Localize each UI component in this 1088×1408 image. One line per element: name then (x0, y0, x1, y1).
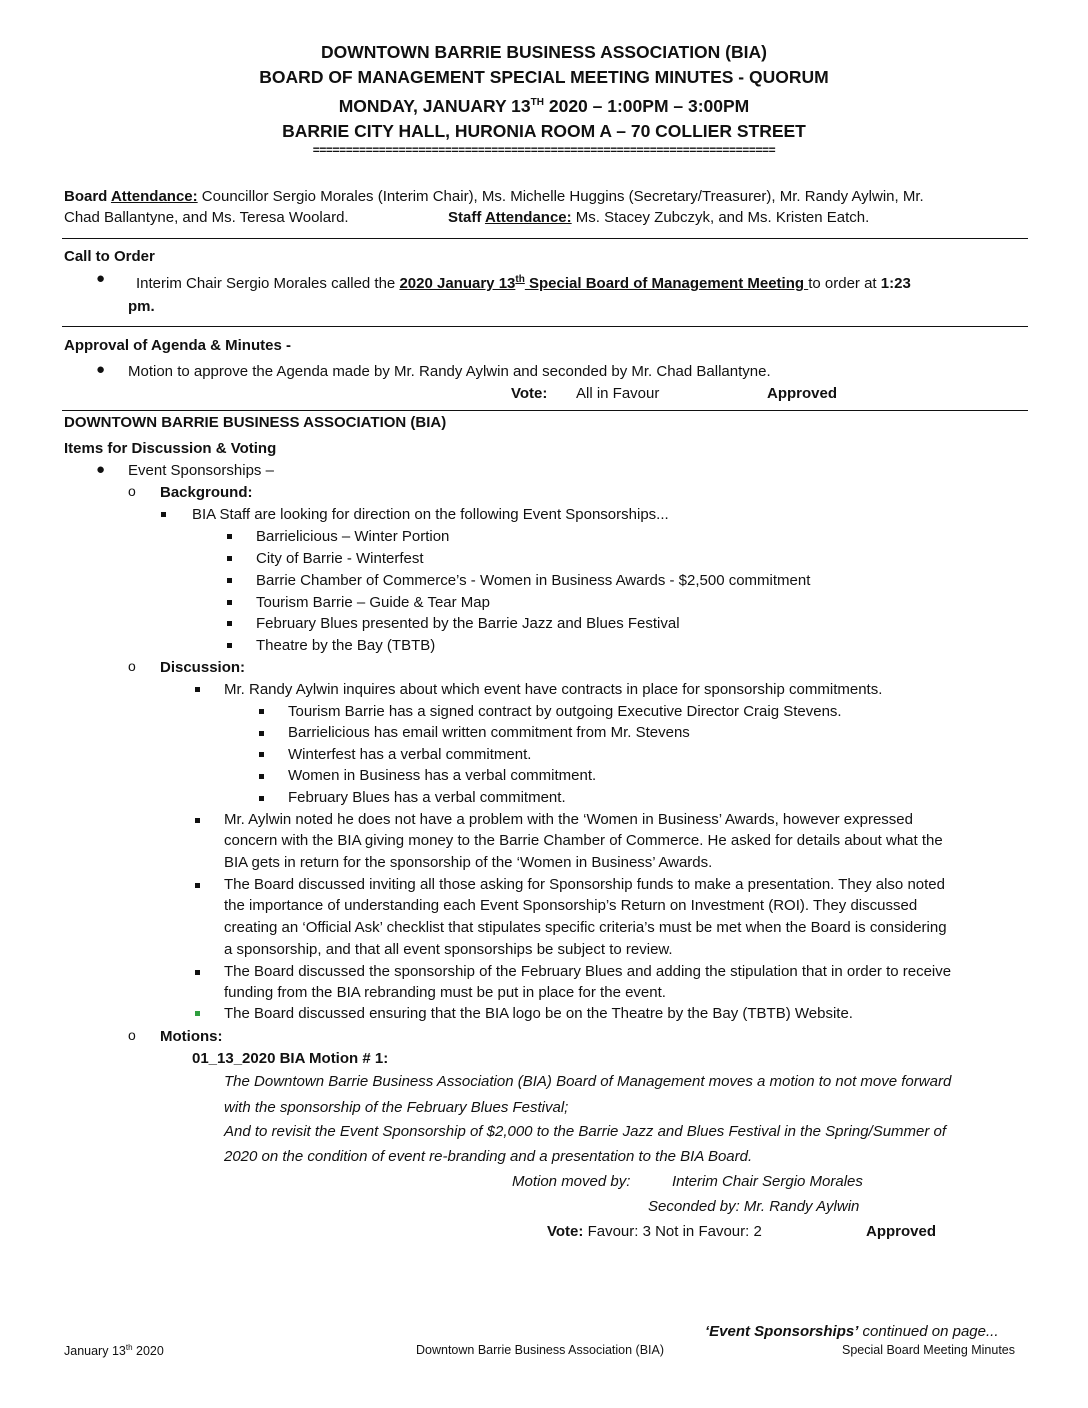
approval-heading: Approval of Agenda & Minutes - (64, 337, 291, 354)
header-line-2: BOARD OF MANAGEMENT SPECIAL MEETING MINUTES - QUORUM (259, 67, 829, 87)
square-bullet-icon (227, 643, 232, 648)
square-bullet-icon (227, 621, 232, 626)
square-bullet-icon (227, 534, 232, 539)
discussion-paragraph-line: funding from the BIA rebranding must be put in place for the event. (224, 984, 666, 1001)
list-item: Barrielicious – Winter Portion (256, 528, 450, 545)
header-line-1: DOWNTOWN BARRIE BUSINESS ASSOCIATION (BIA) (321, 42, 767, 62)
square-bullet-icon (161, 512, 166, 517)
divider (62, 410, 1028, 411)
circle-bullet-icon: o (128, 658, 136, 674)
call-to-order-text: Interim Chair Sergio Morales called the 2020 January 13th Special Board of Management Meeting to order at 1:23 (136, 274, 911, 292)
list-item: Barrie Chamber of Commerce’s - Women in Business Awards - $2,500 commitment (256, 572, 811, 589)
motion-text-line: with the sponsorship of the February Blues Festival; (224, 1099, 569, 1116)
board-attendance-line: Board Attendance: Councillor Sergio Morales (Interim Chair), Ms. Michelle Huggins (Secretary/Treasurer), Mr. Randy Aylwin, Mr. (64, 188, 924, 205)
square-bullet-icon (259, 731, 264, 736)
list-item: February Blues has a verbal commitment. (288, 789, 566, 806)
square-bullet-icon (227, 600, 232, 605)
discussion-paragraph-line: a sponsorship, and that all event sponsorships be subject to review. (224, 941, 673, 958)
motion-seconded: Seconded by: Mr. Randy Aylwin (648, 1198, 860, 1215)
motion-text-line: And to revisit the Event Sponsorship of $2,000 to the Barrie Jazz and Blues Festival in the Spring/Summer of (224, 1123, 947, 1140)
list-item: Tourism Barrie – Guide & Tear Map (256, 594, 490, 611)
motions-label: Motions: (160, 1028, 223, 1045)
list-item: Theatre by the Bay (TBTB) (256, 637, 436, 654)
staff-attendance-line: Staff Attendance: Ms. Stacey Zubczyk, and Ms. Kristen Eatch. (448, 209, 870, 226)
bia-subheading: Items for Discussion & Voting (64, 440, 277, 457)
bullet-icon: ● (96, 270, 106, 287)
square-bullet-icon (259, 774, 264, 779)
background-label: Background: (160, 484, 253, 501)
discussion-paragraph-line: creating an ‘Official Ask’ checklist that stipulates specific criteria’s must be met when the Board is considering (224, 919, 947, 936)
motion-vote: Vote: Favour: 3 Not in Favour: 2 (547, 1223, 762, 1240)
call-to-order-heading: Call to Order (64, 248, 155, 265)
motion-text-line: 2020 on the condition of event re-branding and a presentation to the BIA Board. (224, 1148, 753, 1165)
footer-center: Downtown Barrie Business Association (BIA) (416, 1343, 665, 1357)
discussion-label: Discussion: (160, 659, 246, 676)
circle-bullet-icon: o (128, 1027, 136, 1043)
header-separator: ====================================================================== (312, 143, 776, 157)
topic-event-sponsorships: Event Sponsorships – (128, 462, 274, 479)
header-line-3: MONDAY, JANUARY 13TH 2020 – 1:00PM – 3:00PM (338, 95, 750, 116)
square-bullet-icon (259, 709, 264, 714)
square-bullet-icon (195, 1011, 200, 1016)
approval-result: Approved (767, 385, 838, 402)
divider (62, 238, 1028, 239)
board-attendance-line-2: Chad Ballantyne, and Ms. Teresa Woolard. (64, 209, 349, 226)
approval-vote-label: Vote: (511, 385, 548, 402)
bullet-icon: ● (96, 361, 106, 378)
motion-moved-value: Interim Chair Sergio Morales (672, 1173, 863, 1190)
square-bullet-icon (259, 752, 264, 757)
square-bullet-icon (259, 796, 264, 801)
list-item: February Blues presented by the Barrie Jazz and Blues Festival (256, 615, 680, 632)
approval-vote-value: All in Favour (576, 385, 660, 402)
document-header (0, 40, 1088, 144)
discussion-paragraph-line: The Board discussed ensuring that the BIA logo be on the Theatre by the Bay (TBTB) Website. (224, 1005, 853, 1022)
list-item: Tourism Barrie has a signed contract by outgoing Executive Director Craig Stevens. (288, 703, 842, 720)
list-item: City of Barrie - Winterfest (256, 550, 424, 567)
bia-heading: DOWNTOWN BARRIE BUSINESS ASSOCIATION (BIA) (64, 414, 447, 431)
discussion-intro: Mr. Randy Aylwin inquires about which event have contracts in place for sponsorship commitments. (224, 681, 883, 698)
list-item: Women in Business has a verbal commitment. (288, 767, 597, 784)
square-bullet-icon (227, 556, 232, 561)
discussion-paragraph-line: the importance of understanding each Event Sponsorship’s Return on Investment (ROI). They discussed (224, 897, 918, 914)
list-item: Winterfest has a verbal commitment. (288, 746, 532, 763)
discussion-paragraph-line: Mr. Aylwin noted he does not have a problem with the ‘Women in Business’ Awards, however expressed (224, 811, 913, 828)
square-bullet-icon (195, 883, 200, 888)
list-item: Barrielicious has email written commitment from Mr. Stevens (288, 724, 690, 741)
divider (62, 326, 1028, 327)
discussion-paragraph-line: BIA gets in return for the sponsorship of the ‘Women in Business’ Awards. (224, 854, 713, 871)
approval-text: Motion to approve the Agenda made by Mr. Randy Aylwin and seconded by Mr. Chad Ballantyne. (128, 363, 771, 380)
square-bullet-icon (227, 578, 232, 583)
square-bullet-icon (195, 818, 200, 823)
background-intro: BIA Staff are looking for direction on the following Event Sponsorships... (192, 506, 669, 523)
square-bullet-icon (195, 687, 200, 692)
footer-right: Special Board Meeting Minutes (842, 1343, 1016, 1357)
motion-text-line: The Downtown Barrie Business Association (BIA) Board of Management moves a motion to not move forward (224, 1073, 952, 1090)
call-to-order-time-end: pm. (128, 298, 155, 315)
circle-bullet-icon: o (128, 483, 136, 499)
square-bullet-icon (195, 970, 200, 975)
discussion-paragraph-line: The Board discussed the sponsorship of the February Blues and adding the stipulation that in order to receive (224, 963, 952, 980)
discussion-paragraph-line: The Board discussed inviting all those asking for Sponsorship funds to make a presentation. They also noted (224, 876, 945, 893)
motion-title: 01_13_2020 BIA Motion # 1: (192, 1050, 389, 1067)
header-line-4: BARRIE CITY HALL, HURONIA ROOM A – 70 COLLIER STREET (282, 120, 806, 141)
continued-note: ‘Event Sponsorships’ continued on page... (705, 1323, 999, 1340)
footer-date: January 13th 2020 (64, 1343, 164, 1359)
discussion-paragraph-line: concern with the BIA giving money to the Barrie Chamber of Commerce. He asked for details about what the (224, 832, 943, 849)
motion-result: Approved (866, 1223, 937, 1240)
bullet-icon: ● (96, 461, 106, 478)
motion-moved-label: Motion moved by: (512, 1173, 631, 1190)
